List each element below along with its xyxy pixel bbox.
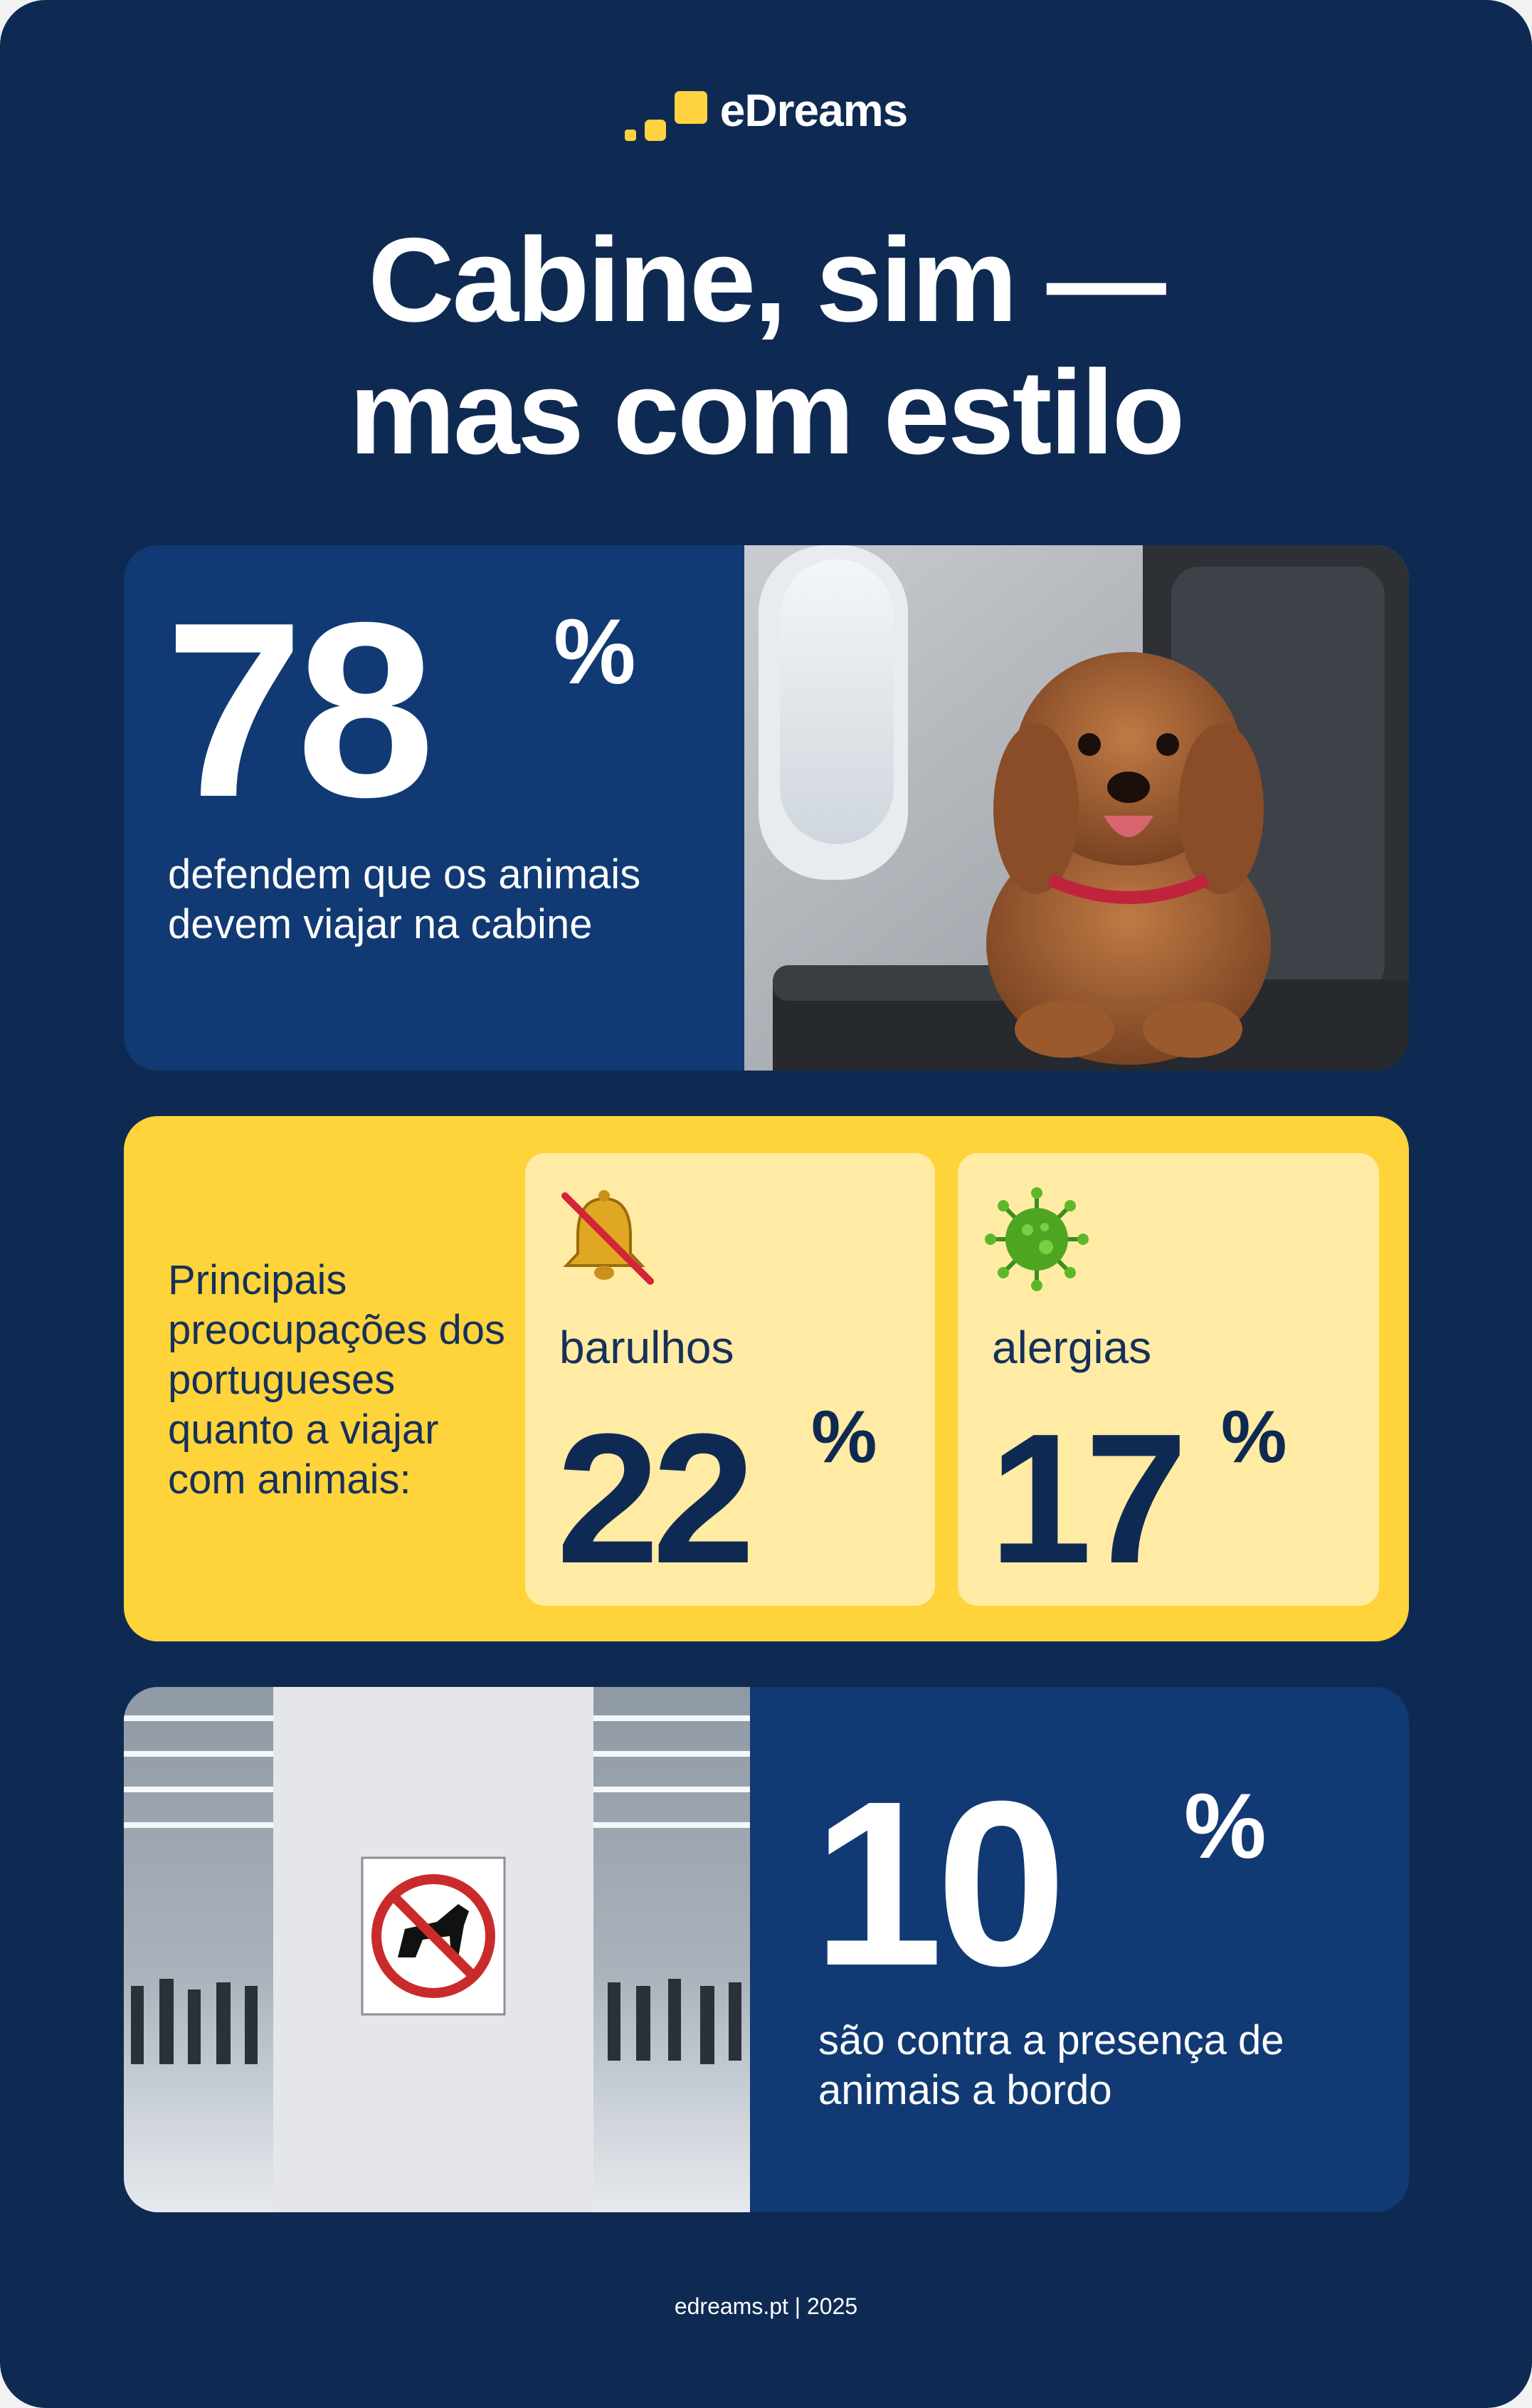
concern-noise-card bbox=[525, 1153, 935, 1606]
concern-noise-label: barulhos bbox=[559, 1322, 734, 1373]
concern-allergy-card bbox=[958, 1153, 1379, 1606]
headline-line-2: mas com estilo bbox=[349, 345, 1183, 479]
stat-card-against bbox=[124, 1687, 1409, 2212]
footer-source: edreams.pt | 2025 bbox=[674, 2293, 858, 2319]
page-headline bbox=[0, 214, 1532, 478]
edreams-logo-mark-icon bbox=[625, 80, 710, 141]
stat-against-unit: % bbox=[1184, 1774, 1267, 1878]
stat-card-cabin bbox=[124, 545, 1409, 1071]
concerns-intro: Principais preocupações dos portugueses quanto a viajar com animais: bbox=[168, 1257, 505, 1503]
airport-no-dogs-sign-photo bbox=[124, 1687, 750, 2212]
stat-cabin-description: defendem que os animais devem viajar na cabine bbox=[168, 851, 641, 947]
headline-line-1: Cabine, sim — bbox=[368, 213, 1164, 347]
concern-allergy-value: 17 bbox=[989, 1396, 1181, 1602]
dog-on-plane-seat-photo bbox=[744, 545, 1409, 1071]
concern-noise-unit: % bbox=[811, 1396, 877, 1478]
brand-logo bbox=[0, 80, 1532, 141]
muted-bell-icon bbox=[551, 1186, 657, 1293]
stat-against-value: 10 bbox=[813, 1752, 1060, 2014]
concern-allergy-label: alergias bbox=[992, 1322, 1152, 1373]
stat-cabin-value: 78 bbox=[165, 571, 428, 849]
concerns-card bbox=[124, 1116, 1409, 1641]
virus-icon bbox=[983, 1186, 1090, 1293]
concern-allergy-unit: % bbox=[1221, 1396, 1287, 1478]
concern-noise-value: 22 bbox=[556, 1396, 749, 1602]
brand-name: eDreams bbox=[719, 85, 908, 136]
stat-against-description: são contra a presença de animais a bordo bbox=[818, 2017, 1284, 2113]
stat-cabin-unit: % bbox=[554, 599, 636, 703]
